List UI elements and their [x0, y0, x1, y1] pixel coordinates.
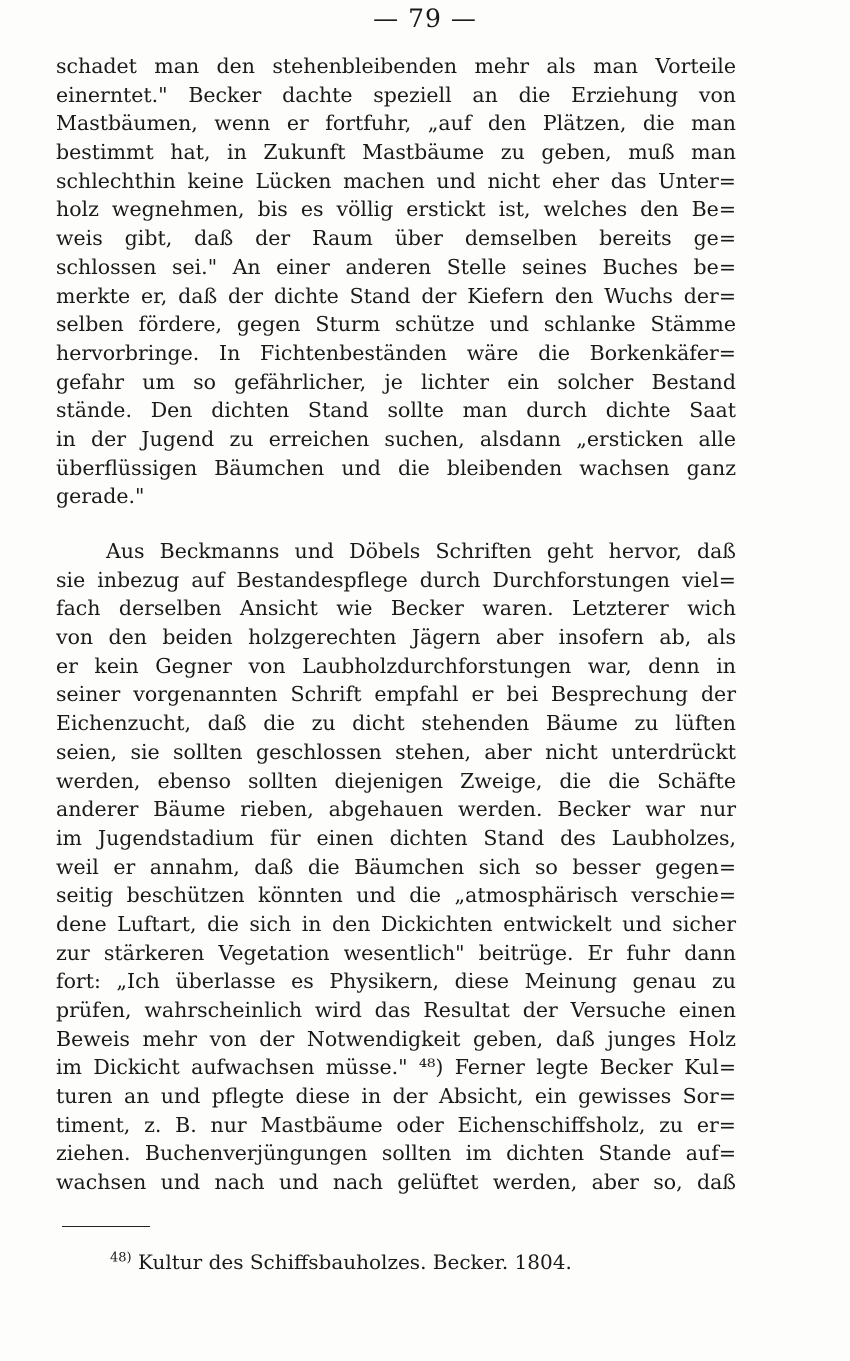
text-line: von den beiden holzgerechten Jägern aber insofern ab, als: [56, 625, 736, 650]
text-line: weil er annahm, daß die Bäumchen sich so besser gegen=: [56, 854, 736, 879]
text-line: schlechthin keine Lücken machen und nicht eher das Unter=: [56, 168, 736, 193]
footnote-marker: 48): [110, 1250, 132, 1266]
page-number: — 79 —: [373, 4, 477, 33]
text-line: in der Jugend zu erreichen suchen, alsdann „ersticken alle: [56, 426, 736, 451]
text-line: sie inbezug auf Bestandespflege durch Durchforstungen viel=: [56, 567, 736, 592]
text-line: stände. Den dichten Stand sollte man durch dichte Saat: [56, 398, 736, 423]
text-line: Beweis mehr von der Notwendigkeit geben, daß junges Holz: [56, 1026, 736, 1051]
paragraph-1: [56, 52, 736, 511]
text-line: selben fördere, gegen Sturm schütze und schlanke Stämme: [56, 312, 736, 337]
text-line: schadet man den stehenbleibenden mehr als man Vorteile: [56, 54, 736, 78]
text-line: Aus Beckmanns und Döbels Schriften geht hervor, daß: [106, 539, 736, 563]
text-line: turen an und pflegte diese in der Absicht, ein gewisses Sor=: [56, 1084, 736, 1109]
text-line: er kein Gegner von Laubholzdurchforstungen war, denn in: [56, 653, 736, 678]
text-line: werden, ebenso sollten diejenigen Zweige, die die Schäfte: [56, 768, 736, 793]
text-line: zur stärkeren Vegetation wesentlich" beitrüge. Er fuhr dann: [56, 940, 736, 965]
text-line: bestimmt hat, in Zukunft Mastbäume zu geben, muß man: [56, 140, 736, 165]
text-line: im Jugendstadium für einen dichten Stand des Laubholzes,: [56, 825, 736, 850]
text-line: schlossen sei." An einer anderen Stelle seines Buches be=: [56, 254, 736, 279]
footnote-text: Kultur des Schiffsbauholzes. Becker. 1804.: [137, 1250, 572, 1274]
text-line: überflüssigen Bäumchen und die bleibenden wachsen ganz: [56, 455, 736, 480]
text-line: ziehen. Buchenverjüngungen sollten im dichten Stande auf=: [56, 1141, 736, 1166]
text-line: holz wegnehmen, bis es völlig erstickt ist, welches den Be=: [56, 197, 736, 222]
text-line: anderer Bäume rieben, abgehauen werden. Becker war nur: [56, 797, 736, 822]
text-line: merkte er, daß der dichte Stand der Kiefern den Wuchs der=: [56, 283, 736, 308]
text-line: weis gibt, daß der Raum über demselben bereits ge=: [56, 226, 736, 251]
footnote: [110, 1248, 572, 1276]
text-line: Eichenzucht, daß die zu dicht stehenden Bäume zu lüften: [56, 711, 736, 736]
text-line: fach derselben Ansicht wie Becker waren. Letzterer wich: [56, 596, 736, 621]
text-line: wachsen und nach und nach gelüftet werden, aber so, daß: [56, 1170, 736, 1195]
body-text: [56, 52, 736, 1197]
text-line: gefahr um so gefährlicher, je lichter ein solcher Bestand: [56, 369, 736, 394]
text-line: gerade.": [56, 484, 145, 509]
text-line: fort: „Ich überlasse es Physikern, diese Meinung genau zu: [56, 969, 736, 994]
text-line: dene Luftart, die sich in den Dickichten entwickelt und sicher: [56, 911, 736, 936]
text-line: Mastbäumen, wenn er fortfuhr, „auf den Plätzen, die man: [56, 111, 736, 136]
text-line: timent, z. B. nur Mastbäume oder Eichenschiffsholz, zu er=: [56, 1112, 736, 1137]
text-line: seiner vorgenannten Schrift empfahl er bei Besprechung der: [56, 682, 736, 707]
text-line: einerntet." Becker dachte speziell an die Erziehung von: [56, 82, 736, 107]
text-line: im Dickicht aufwachsen müsse." ⁴⁸) Ferner legte Becker Kul=: [56, 1055, 736, 1080]
text-line: seien, sie sollten geschlossen stehen, aber nicht unterdrückt: [56, 739, 736, 764]
paragraph-gap: [56, 511, 736, 537]
text-line: hervorbringe. In Fichtenbeständen wäre die Borkenkäfer=: [56, 340, 736, 365]
footnote-divider: [62, 1226, 150, 1227]
text-line: prüfen, wahrscheinlich wird das Resultat der Versuche einen: [56, 998, 736, 1022]
text-line: seitig beschützen könnten und die „atmosphärisch verschie=: [56, 883, 736, 908]
paragraph-2: [56, 537, 736, 1197]
